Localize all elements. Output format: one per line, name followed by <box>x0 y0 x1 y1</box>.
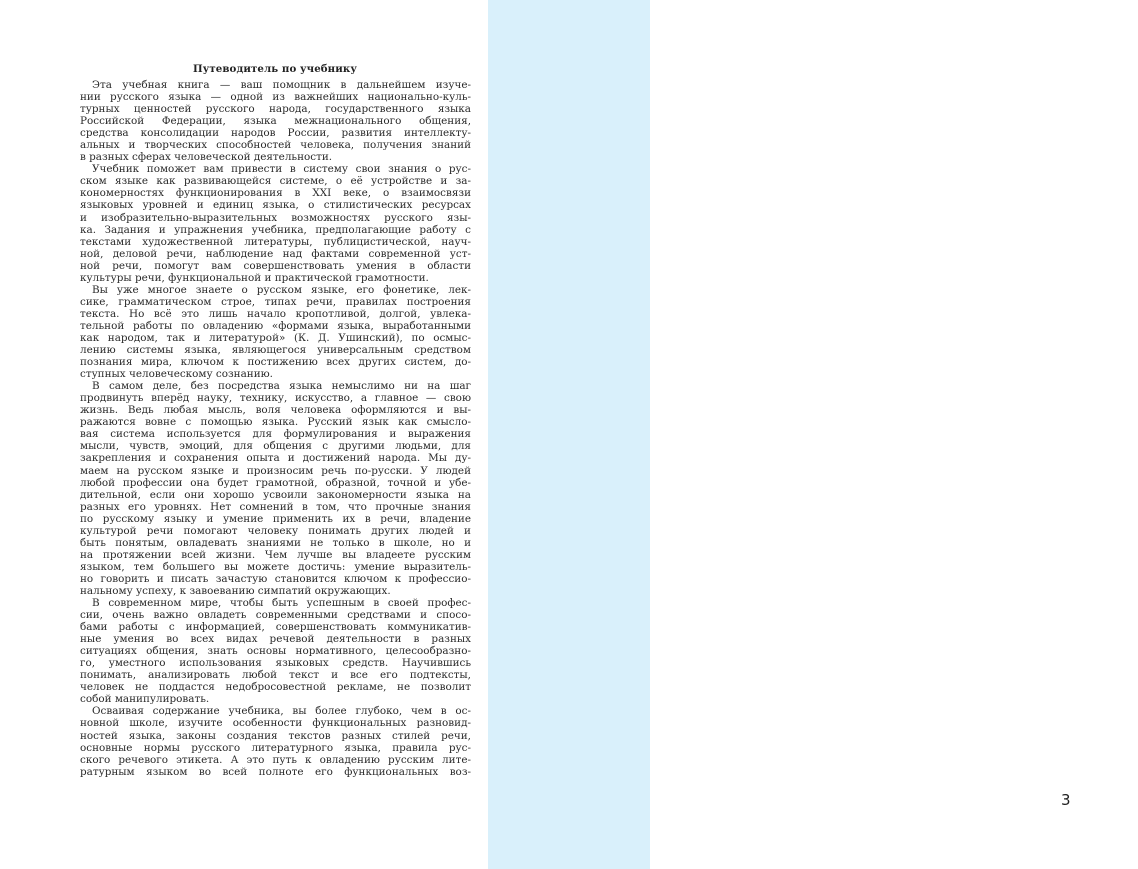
paragraph <box>80 705 471 777</box>
text-line: В современном мире, чтобы быть успешным в своей профес- <box>92 597 471 610</box>
text-line: познания мира, ключом к постижению всех других систем, до- <box>80 356 471 369</box>
text-line: языком, тем большего вы можете достичь: умение выразитель- <box>80 560 471 573</box>
text-line: ступных человеческому сознанию. <box>80 368 273 381</box>
text-line: ском языке как развивающейся системе, о её устройстве и за- <box>80 175 471 188</box>
text-line: понимать, анализировать любой текст и все его подтексты, <box>80 669 471 682</box>
text-line: закрепления и сохранения опыта и достижений народа. Мы ду- <box>80 452 471 465</box>
text-line: в разных сферах человеческой деятельности. <box>80 151 333 164</box>
paragraph <box>80 79 471 163</box>
text-line: текстами художественной литературы, публицистической, науч- <box>80 235 471 248</box>
text-line: на протяжении всей жизни. Чем лучше вы владеете русским <box>80 548 471 561</box>
side-margin-panel <box>488 0 1071 869</box>
text-line: альных и творческих способностей человека, получения знаний <box>80 139 471 152</box>
text-line: Учебник поможет вам привести в систему свои знания о рус- <box>92 163 471 176</box>
text-line: основные нормы русского литературного языка, правила рус- <box>80 741 471 754</box>
text-line: лению системы языка, являющегося универсальным средством <box>80 344 471 357</box>
text-line: культуры речи, функциональной и практической грамотности. <box>80 271 429 284</box>
text-line: ные умения во всех видах речевой деятельности в разных <box>80 633 471 646</box>
text-line: сии, очень важно овладеть современными средствами и спосо- <box>80 609 471 622</box>
text-line: нальному успеху, к завоеванию симпатий окружающих. <box>80 584 391 597</box>
text-line: ражаются вовне с помощью языка. Русский язык как смысло- <box>80 416 471 429</box>
text-line: вая система используется для формулирования и выражения <box>80 428 471 441</box>
text-line: дительной, если они хорошо усвоили закономерности языка на <box>80 488 471 501</box>
text-line: Осваивая содержание учебника, вы более глубоко, чем в ос- <box>92 705 471 718</box>
page-number: 3 <box>1061 791 1071 809</box>
text-line: жизнь. Ведь любая мысль, воля человека оформляются и вы- <box>80 404 471 417</box>
text-line: быть понятым, овладевать знаниями не только в школе, но и <box>80 536 471 549</box>
text-line: сике, грамматическом строе, типах речи, правилах построения <box>80 295 471 308</box>
paragraph <box>80 597 471 705</box>
text-line: мысли, чувств, эмоций, для общения с другими людьми, для <box>80 440 471 453</box>
paragraph <box>80 284 471 380</box>
text-line: Эта учебная книга — ваш помощник в дальнейшем изуче- <box>92 79 471 91</box>
text-line: бами работы с информацией, совершенствовать коммуникатив- <box>80 621 471 634</box>
text-line: языковых уровней и единиц языка, о стилистических ресурсах <box>80 199 471 212</box>
text-line: Российской Федерации, языка межнационального общения, <box>80 115 471 128</box>
body-text <box>80 79 471 778</box>
text-line: текста. Но всё это лишь начало кропотливой, долгой, увлека- <box>80 307 471 320</box>
text-line: новной школе, изучите особенности функциональных разновид- <box>80 717 471 730</box>
paragraph <box>80 163 471 283</box>
text-line: ностей языка, законы создания текстов разных стилей речи, <box>80 729 471 742</box>
text-line: тельной работы по овладению «формами языка, выработанными <box>80 319 471 332</box>
text-line: Вы уже многое знаете о русском языке, его фонетике, лек- <box>92 283 471 296</box>
text-line: кономерностях функционирования в XXI веке, о взаимосвязи <box>80 187 471 200</box>
text-line: собой манипулировать. <box>80 693 210 706</box>
text-line: культурой речи помогают человеку понимать других людей и <box>80 524 471 537</box>
text-line: ной, деловой речи, наблюдение над фактами современной уст- <box>80 247 471 260</box>
text-line: турных ценностей русского народа, государственного языка <box>80 103 471 116</box>
page-number-tab <box>1041 787 1138 813</box>
paragraph <box>80 380 471 597</box>
text-line: ка. Задания и упражнения учебника, предполагающие работу с <box>80 223 471 236</box>
text-line: по русскому языку и умение применить их в речи, владение <box>80 512 471 525</box>
text-line: разных его уровнях. Нет сомнений в том, что прочные знания <box>80 500 471 513</box>
text-line: ситуациях общения, знать основы нормативного, целесообразно- <box>80 645 471 658</box>
text-line: человек не поддастся недобросовестной рекламе, не позволит <box>80 681 471 694</box>
text-line: любой профессии она будет грамотной, образной, точной и убе- <box>80 476 471 489</box>
text-line: и изобразительно-выразительных возможностях русского язы- <box>80 211 471 224</box>
text-line: маем на русском языке и произносим речь по-русски. У людей <box>80 464 471 477</box>
text-line: го, уместного использования языковых средств. Научившись <box>80 657 471 670</box>
text-line: продвинуть вперёд науку, технику, искусство, а главное — свою <box>80 392 471 405</box>
text-line: средства консолидации народов России, развития интеллекту- <box>80 127 471 140</box>
page-title: Путеводитель по учебнику <box>193 63 357 75</box>
text-line: ной речи, помогут вам совершенствовать умения в области <box>80 259 471 272</box>
text-line: нии русского языка — одной из важнейших национально-куль- <box>80 91 471 104</box>
text-line: но говорить и писать зачастую становится ключом к профессио- <box>80 572 471 585</box>
text-line: ского речевого этикета. А это путь к овладению русским лите- <box>80 753 471 766</box>
text-line: В самом деле, без посредства языка немыслимо ни на шаг <box>92 380 471 393</box>
text-line: ратурным языком во всей полноте его функциональных воз- <box>80 765 471 778</box>
text-line: как народом, так и литературой» (К. Д. Ушинский), по осмыс- <box>80 331 471 344</box>
